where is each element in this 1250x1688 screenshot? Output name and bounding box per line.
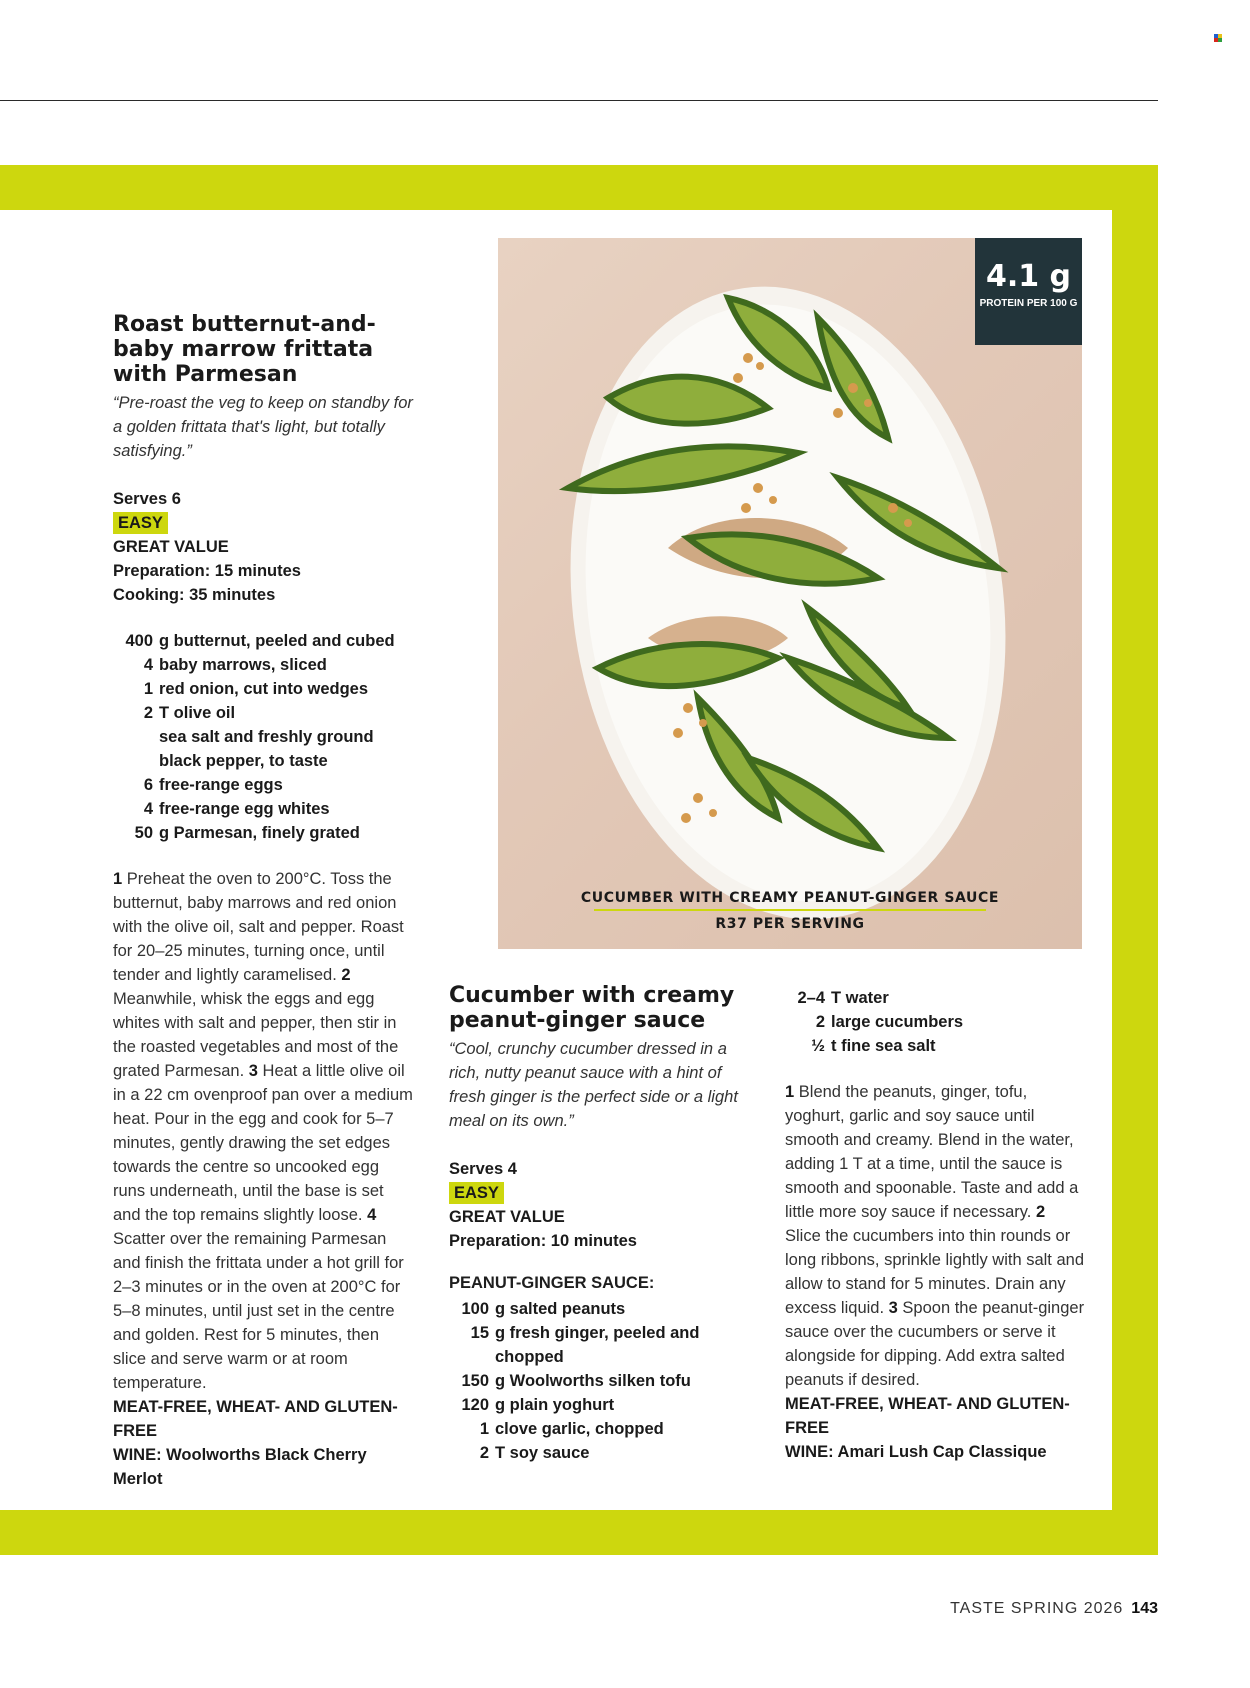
ingredient-item: 4 free-range egg whites [143,800,330,818]
protein-label: PROTEIN PER 100 G [979,298,1078,309]
recipe-intro: “Pre-roast the veg to keep on standby for a golden frittata that's light, but totally satisfying.” [113,394,413,460]
protein-value: 4.1 g [985,259,1072,294]
ingredient-item: 400 g butternut, peeled and cubed [125,632,395,650]
value-label: GREAT VALUE [449,1208,565,1226]
top-rule [0,100,1158,101]
ingredient-item: 2 large cucumbers [815,1013,964,1031]
ingredient-item: 50 g Parmesan, finely grated [134,824,360,842]
recipe-meta [113,487,413,607]
serves: Serves 6 [113,490,181,508]
method: 1 Preheat the oven to 200°C. Toss the butternut, baby marrows and red onion with the olive oil, salt and pepper. Roast for 20–25 minutes, turning once, until tender and lightly caramelised. 2 Meanwhile, whisk the eggs and egg whites with salt and pepper, then stir in the roasted vegetables and most of the grated Parmesan. 3 Heat a little olive oil in a 22 cm ovenproof pan over a medium heat. Pour in the egg and cook for 5–7 minutes, gently drawing the set edges towards the centre so uncooked egg runs underneath, until the base is set and the top remains slightly loose. 4 Scatter over the remaining Parmesan and finish the frittata under a hot grill for 2–3 minutes or in the oven at 200°C for 5–8 minutes, until just set in the centre and golden. Rest for 5 minutes, then slice and serve warm or at room temperature. [113,870,413,1392]
sauce-ingredient-list [449,1297,749,1465]
protein-badge [975,238,1082,345]
ingredient-item: 2 T olive oil [143,704,236,722]
recipe-title: Cucumber with creamy peanut-ginger sauce [449,983,735,1033]
method: 1 Blend the peanuts, ginger, tofu, yoghurt, garlic and soy sauce until smooth and creamy. Blend in the water, adding 1 T at a time, until the sauce is smooth and spoonable. Taste and add a little more soy sauce if necessary. 2 Slice the cucumbers into thin rounds or long ribbons, sprinkle lightly with salt and allow to stand for 5 minutes. Drain any excess liquid. 3 Spoon the peanut-ginger sauce over the cucumbers or serve it alongside for dipping. Add extra salted peanuts if desired. [785,1083,1085,1389]
cook-time: Cooking: 35 minutes [113,586,276,604]
ingredient-item: 100 g salted peanuts [461,1300,626,1318]
ingredient-item: 1 red onion, cut into wedges [143,680,369,698]
dietary-note: MEAT-FREE, WHEAT- AND GLUTEN-FREE [785,1395,1070,1437]
ingredient-list [785,986,1085,1058]
recipe-title: Roast butternut-and-baby marrow frittata with Parmesan [113,312,376,387]
ingredient-item: 2 T soy sauce [479,1444,590,1462]
ingredient-item: ½ t fine sea salt [811,1037,936,1055]
ingredient-item: 4 baby marrows, sliced [143,656,327,674]
prep-time: Preparation: 15 minutes [113,562,301,580]
difficulty-badge: EASY [449,1182,504,1204]
wine-pairing: WINE: Woolworths Black Cherry Merlot [113,1446,367,1488]
ingredient-item: 150 g Woolworths silken tofu [461,1372,691,1390]
registration-mark [1214,34,1222,42]
caption-price: R37 PER SERVING [715,916,865,932]
recipe-cucumber [449,983,749,1465]
photo-caption [498,888,1082,934]
recipe-meta [449,1157,749,1253]
prep-time: Preparation: 10 minutes [449,1232,637,1250]
wine-pairing: WINE: Amari Lush Cap Classique [785,1443,1047,1461]
ingredient-item: 15 g fresh ginger, peeled and chopped [470,1324,700,1366]
ingredient-item: 6 free-range eggs [143,776,283,794]
difficulty-badge: EASY [113,512,168,534]
page-footer [950,1600,1158,1618]
value-label: GREAT VALUE [113,538,229,556]
recipe-frittata [113,312,413,1491]
ingredient-list [113,629,413,845]
issue-label: TASTE SPRING 2026 [950,1600,1124,1617]
page-number: 143 [1131,1600,1158,1617]
ingredient-item: sea salt and freshly ground black pepper, to taste [159,728,374,770]
ingredient-item: 2–4 T water [797,989,889,1007]
serves: Serves 4 [449,1160,517,1178]
dietary-note: MEAT-FREE, WHEAT- AND GLUTEN-FREE [113,1398,398,1440]
caption-underline [594,909,986,911]
caption-title: CUCUMBER WITH CREAMY PEANUT-GINGER SAUCE [580,890,1000,906]
ingredient-item: 120 g plain yoghurt [461,1396,615,1414]
sauce-heading: PEANUT-GINGER SAUCE: [449,1274,655,1292]
ingredient-item: 1 clove garlic, chopped [479,1420,664,1438]
recipe-intro: “Cool, crunchy cucumber dressed in a rich, nutty peanut sauce with a hint of fresh ginger is the perfect side or a light meal on its own.” [449,1040,738,1130]
recipe-cucumber-continued [785,986,1085,1464]
